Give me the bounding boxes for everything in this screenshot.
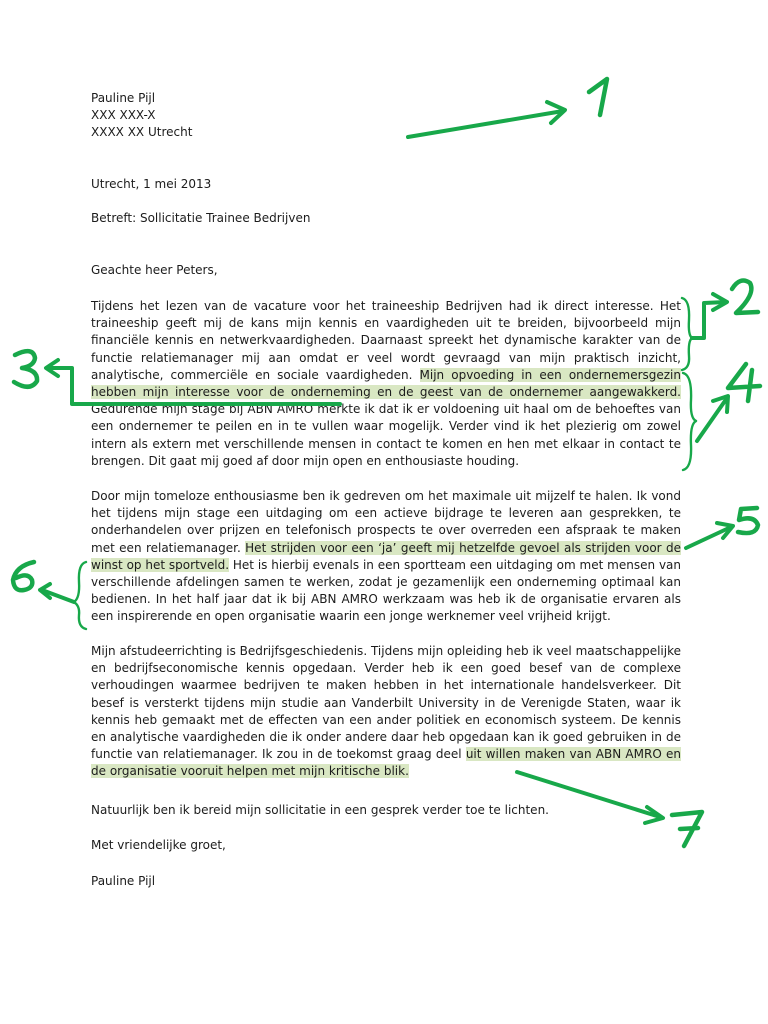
handwritten-number-1 xyxy=(589,79,607,115)
paragraph-2 xyxy=(91,488,681,626)
arrow-6-shaft xyxy=(42,590,74,602)
sender-name: Pauline Pijl xyxy=(91,91,156,105)
arrow-2-shaft xyxy=(692,302,726,338)
highlight-3: uit willen maken van ABN AMRO en de organisatie vooruit helpen met mijn kritische blik. xyxy=(91,747,681,779)
annotation-4 xyxy=(683,364,760,470)
arrow-1-head xyxy=(547,102,565,123)
greeting: Met vriendelijke groet, xyxy=(91,838,226,852)
closing-sentence: Natuurlijk ben ik bereid mijn sollicitatie in een gesprek verder toe te lichten. xyxy=(91,803,549,817)
arrow-4-shaft xyxy=(697,398,727,441)
paragraph-2-text-a: Door mijn tomeloze enthousiasme ben ik gedreven om het maximale uit mijzelf te halen. Ik vond het tijdens mijn stage een uitdaging om een actieve bijdrage te leveren aan gesprekken, te onderhandelen over prijzen en telefonisch prospects te over overreden een afspraak te maken met een relatiemanager. xyxy=(91,489,681,555)
paragraph-2-text-b: Het is hierbij evenals in een sportteam een uitdaging om met mensen van verschillende afdelingen samen te werken, zodat je gezamenlijk een onderneming optimaal kan bedienen. In het half jaar dat ik bij ABN AMRO werkzaam was heb ik de organisatie ervaren als een inspirerende en open organisatie waarin een jonge werknemer veel vrijheid krijgt. xyxy=(91,557,682,624)
highlight-2: Het strijden voor een ‘ja’ geeft mij hetzelfde gevoel als strijden voor de winst op het sportveld. xyxy=(91,540,681,572)
salutation: Geachte heer Peters, xyxy=(91,263,218,277)
arrow-5-shaft xyxy=(686,527,731,548)
paragraph-3 xyxy=(91,643,681,781)
highlight-1: Mijn opvoeding in een ondernemersgezin hebben mijn interesse voor de onderneming en de geest van de ondernemer aangewakkerd. xyxy=(91,367,681,400)
paragraph-1 xyxy=(91,298,681,470)
paragraph-1-text-b: Gedurende mijn stage bij ABN AMRO merkte ik dat ik er voldoening uit haal om de behoeftes van een ondernemer te peilen en in te vullen waar mogelijk. Verder vind ik het plezierig om zowel intern als extern met verschillende mensen in contact te komen en hen met elkaar in contact te brengen. Dit gaat mij goed af door mijn open en enthousiaste houding. xyxy=(91,402,681,468)
arrow-7-head xyxy=(645,807,663,823)
arrow-3-head xyxy=(46,360,58,376)
annotation-6 xyxy=(13,562,86,629)
subject-line: Betreft: Sollicitatie Trainee Bedrijven xyxy=(91,211,311,225)
arrow-2-head xyxy=(713,294,727,310)
annotation-5 xyxy=(686,508,758,548)
arrow-6-head xyxy=(40,584,50,598)
sender-city: XXXX XX Utrecht xyxy=(91,125,193,139)
handwritten-number-6 xyxy=(13,562,34,590)
bracket-4 xyxy=(683,373,696,470)
handwritten-number-5 xyxy=(738,508,758,533)
sender-postbox: XXX XXX-X xyxy=(91,108,156,122)
arrow-5-head xyxy=(717,523,733,538)
paragraph-1-text-a: Tijdens het lezen van de vacature voor het traineeship Bedrijven had ik direct interesse. Het traineeship geeft mij de kans mijn kennis en vaardigheden uit te breiden, bijvoorbeeld mijn financiële kennis en netwerkvaardigheden. Daarnaast spreekt het dynamische karakter van de functie relatiemanager mij aan omdat er veel wordt gevraagd van mijn praktisch inzicht, analytische, commerciële en sociale vaardigheden. xyxy=(91,299,681,382)
handwritten-number-2 xyxy=(732,281,758,313)
arrow-1-shaft xyxy=(408,111,563,137)
paragraph-3-text-a: Mijn afstudeerrichting is Bedrijfsgeschiedenis. Tijdens mijn opleiding heb ik veel maatschappelijke en bedrijfseconomische kennis opgedaan. Verder heb ik een goed besef van de complexe verhoudingen waarmee bedrijven te maken hebben in het internationale handelsverkeer. Dit besef is versterkt tijdens mijn studie aan Vanderbilt University in de Verenigde Staten, waar ik kennis heb gemaakt met de effecten van een ander politiek en economisch systeem. De kennis en analytische vaardigheden die ik onder andere daar heb opgedaan kan ik goed gebruiken in de functie van relatiemanager. Ik zou in de toekomst graag deel xyxy=(91,644,681,762)
handwritten-number-7 xyxy=(672,812,702,846)
annotation-2 xyxy=(682,281,758,370)
arrow-4-head xyxy=(713,396,728,412)
bracket-6 xyxy=(74,562,86,629)
handwritten-number-4 xyxy=(728,364,760,401)
annotation-1 xyxy=(408,79,607,137)
date-line: Utrecht, 1 mei 2013 xyxy=(91,177,212,191)
handwritten-number-3 xyxy=(14,351,37,387)
signature: Pauline Pijl xyxy=(91,874,156,888)
bracket-2 xyxy=(682,298,692,370)
